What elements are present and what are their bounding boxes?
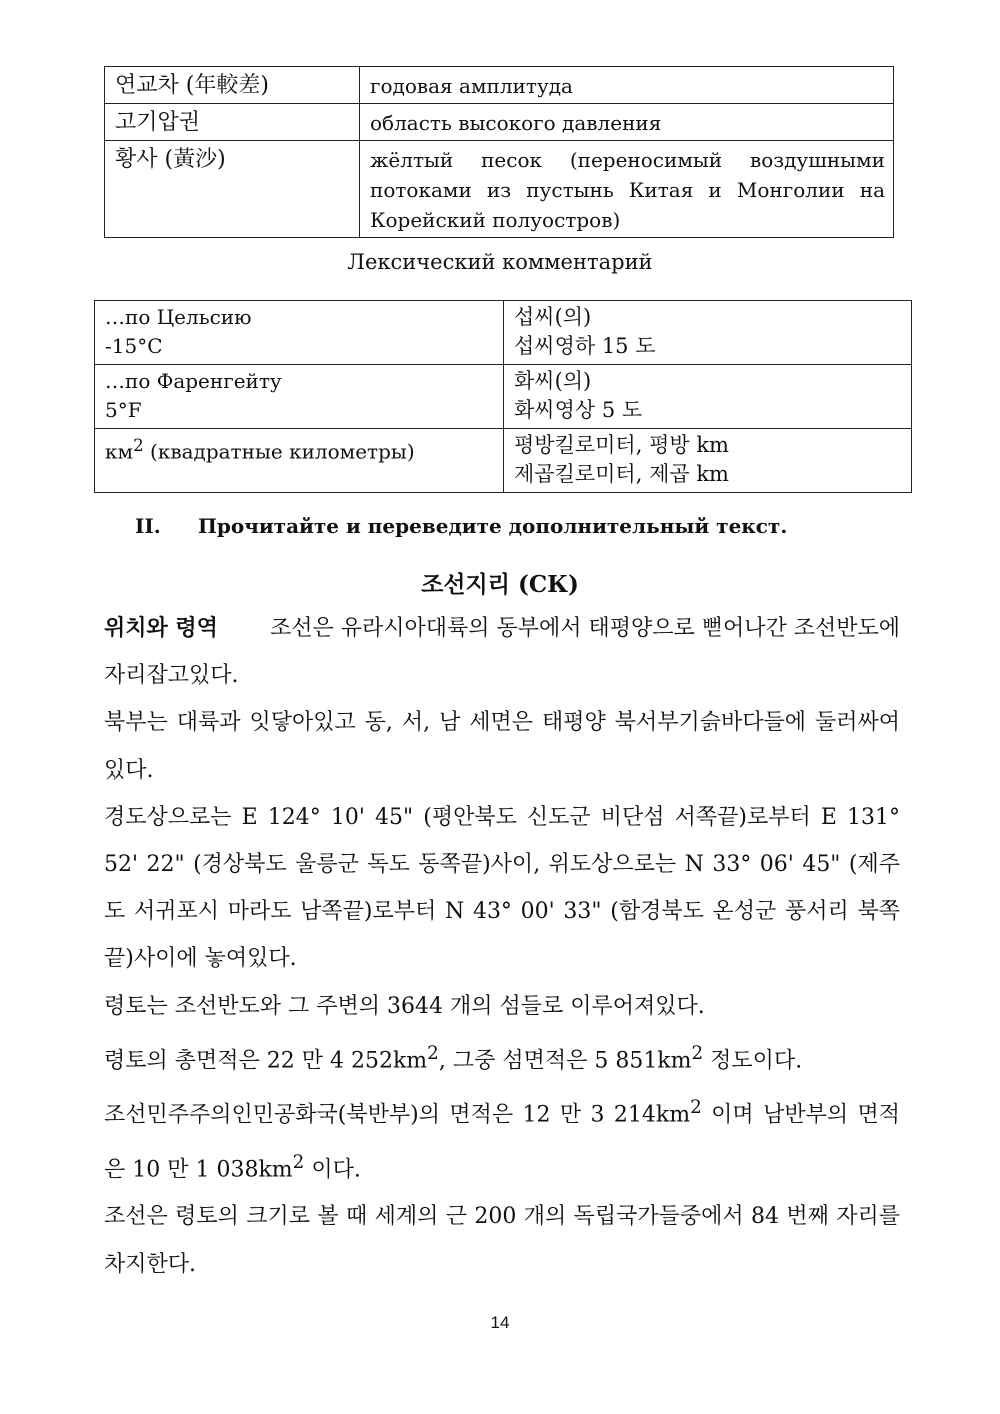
paragraph: 조선민주주의인민공화국(북반부)의 면적은 12 만 3 $214km^2$ 이며 남반부의 면적은 10 만 1 $038km^2$ 이다. <box>104 1097 900 1183</box>
korean-term: 황사 (黃沙) <box>105 141 360 238</box>
text-title: 조선지리 (СК) <box>421 571 579 598</box>
russian-translation: годовая амплитуда <box>360 67 894 104</box>
paragraph: 경도상으로는 E 124° 10' 45" (평안북도 신도군 비단섬 서쪽끝)로부터 E 131° 52' 22" (경상북도 울릉군 독도 동쪽끝)사이, 위도상으로는 N 33° 06' 45" (제주도 서귀포시 마라도 남쪽끝)로부터 N 43° 00' 33" (함경북도 온성군 풍서리 북쪽끝)사이에 놓여있다. <box>104 804 900 972</box>
korean-text: 섭씨영하 15 도 <box>514 334 656 358</box>
table-row <box>105 141 894 238</box>
paragraph: 위치와 령역 조선은 유라시아대륙의 동부에서 태평양으로 뻗어나간 조선반도에 자리잡고있다. <box>104 615 901 689</box>
paragraph: 령토는 조선반도와 그 주변의 3644 개의 섬들로 이루어져있다. <box>104 993 705 1019</box>
page-number: 14 <box>490 1313 510 1332</box>
korean-cell <box>504 365 912 429</box>
paragraph: 북부는 대륙과 잇닿아있고 동, 서, 남 세면은 태평양 북서부기슭바다들에 둘러싸여있다. <box>104 710 900 783</box>
table-row <box>95 301 912 365</box>
korean-text: 화씨영상 5 도 <box>514 398 643 422</box>
korean-cell <box>504 429 912 493</box>
russian-text: $км^2$ (квадратные километры) <box>105 436 415 464</box>
russian-text: …по Фаренгейту <box>105 369 282 393</box>
russian-text: -15°C <box>105 334 163 358</box>
russian-cell <box>95 301 504 365</box>
korean-text: 제곱킬로미터, 제곱 km <box>514 462 729 486</box>
paragraph: 조선은 령토의 크기로 볼 때 세계의 근 200 개의 독립국가들중에서 84 번째 자리를 차지한다. <box>104 1204 900 1277</box>
table-row <box>105 104 894 141</box>
lexical-commentary-table <box>94 300 912 493</box>
table-caption: Лексический комментарий <box>347 250 653 274</box>
russian-text: 5°F <box>105 398 142 422</box>
korean-cell <box>504 301 912 365</box>
korean-text: 평방킬로미터, 평방 km <box>514 433 729 457</box>
russian-cell <box>95 365 504 429</box>
paragraph: 령토의 총면적은 22 만 4 $252km^2$, 그중 섬면적은 5 $851km^2$ 정도이다. <box>104 1042 803 1074</box>
korean-term: 연교차 (年較差) <box>105 67 360 104</box>
vocabulary-table <box>104 66 894 238</box>
korean-term: 고기압권 <box>105 104 360 141</box>
task-number: II. <box>135 514 161 538</box>
task-heading <box>135 514 787 538</box>
korean-text: 섭씨(의) <box>514 305 592 329</box>
russian-text: …по Цельсию <box>105 305 252 329</box>
table-row <box>105 67 894 104</box>
table-row <box>95 365 912 429</box>
table-row <box>95 429 912 493</box>
korean-text: 화씨(의) <box>514 369 592 393</box>
paragraph-lead: 위치와 령역 <box>104 615 218 641</box>
russian-cell <box>95 429 504 493</box>
task-text: Прочитайте и переведите дополнительный текст. <box>198 514 788 538</box>
russian-translation: область высокого давления <box>360 104 894 141</box>
body-text <box>104 605 900 1288</box>
russian-translation: жёлтый песок (переносимый воздушными потоками из пустынь Китая и Монголии на Корейский полуостров) <box>360 141 894 238</box>
